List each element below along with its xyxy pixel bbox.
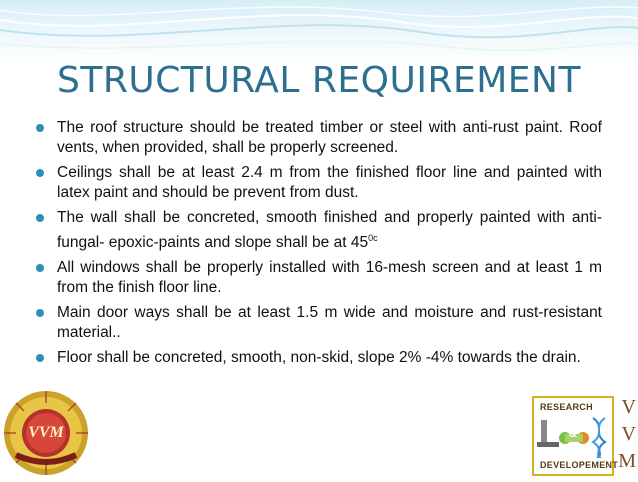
wave-decoration — [0, 0, 638, 62]
rd-logo-box — [532, 396, 619, 476]
bullet-list — [40, 118, 602, 373]
bullet-icon — [36, 309, 44, 317]
side-letter: V — [621, 423, 636, 445]
bullet-superscript: 0c — [368, 233, 378, 243]
bullet-icon — [36, 169, 44, 177]
bullet-item — [40, 163, 602, 203]
bullet-text: Main door ways shall be at least 1.5 m wide and moisture and rust-resistant material.. — [57, 304, 602, 342]
rd-ampersand: & — [569, 428, 577, 440]
rd-bottom-text: DEVELOPEMENT — [540, 460, 619, 470]
bullet-item — [40, 348, 602, 368]
bullet-item — [40, 118, 602, 158]
slide-title: STRUCTURAL REQUIREMENT — [57, 60, 581, 101]
bullet-icon — [36, 264, 44, 272]
bullet-item — [40, 303, 602, 343]
bullet-item — [40, 258, 602, 298]
header-wave-band — [0, 0, 638, 62]
bullet-text: The roof structure should be treated timber or steel with anti-rust paint. Roof vents, when provided, shall be properly screened. — [57, 119, 602, 156]
bullet-icon — [36, 214, 44, 222]
bullet-text: All windows shall be properly installed with 16-mesh screen and at least 1 m from the finish floor line. — [57, 259, 602, 297]
bullet-icon — [36, 354, 44, 362]
bullet-text: Floor shall be concreted, smooth, non-skid, slope 2% -4% towards the drain. — [57, 349, 581, 367]
vvm-seal-icon — [2, 389, 90, 477]
research-development-icon — [532, 396, 636, 478]
logo-text: VVM — [28, 424, 64, 441]
bullet-text: Ceilings shall be at least 2.4 m from the finished floor line and painted with latex paint and should be prevent from dust. — [57, 164, 602, 201]
bullet-icon — [36, 124, 44, 132]
rd-top-text: RESEARCH — [540, 402, 593, 412]
side-letter: V — [621, 396, 636, 418]
bullet-item — [40, 208, 602, 253]
side-letter: M — [618, 450, 636, 472]
bullet-text: The wall shall be concreted, smooth finished and properly painted with anti-fungal- epoxic-paints and slope shall be at 45 — [57, 209, 602, 252]
